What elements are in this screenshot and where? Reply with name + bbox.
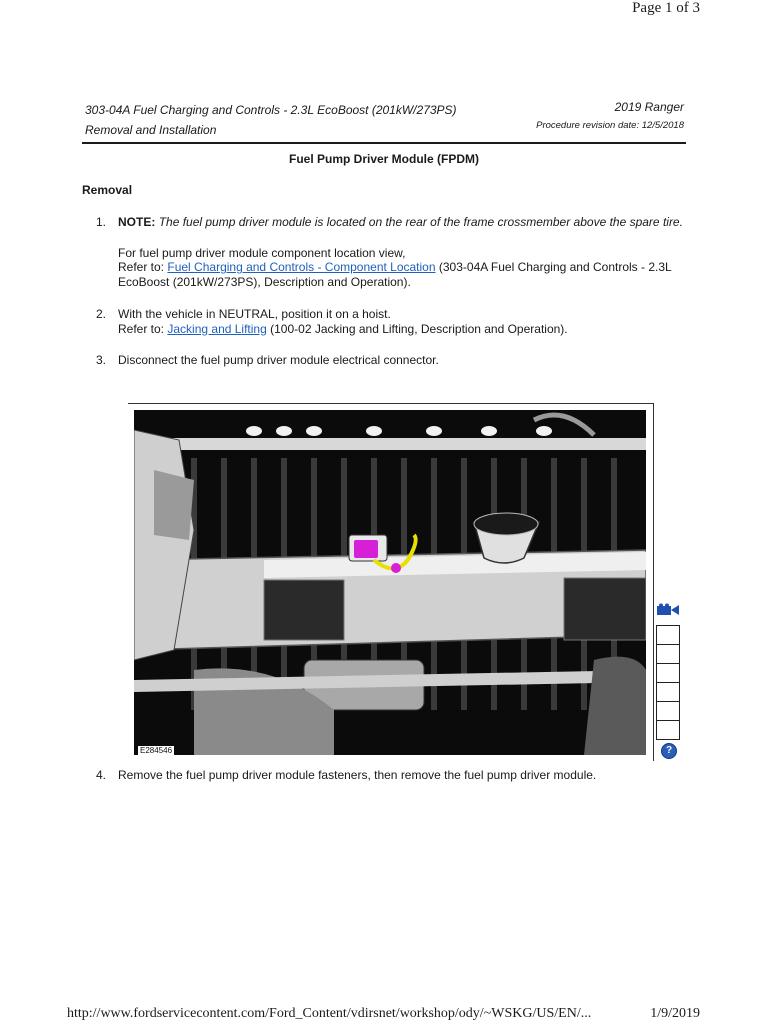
step-text: Disconnect the fuel pump driver module electrical connector. (118, 353, 439, 367)
note-text: The fuel pump driver module is located on the rear of the frame crossmember above the spare tire. (158, 215, 683, 229)
footer-date: 1/9/2019 (650, 1006, 700, 1021)
tool-slot-4[interactable] (656, 682, 680, 701)
illustration-toolbar (656, 603, 682, 759)
step-text: For fuel pump driver module component location view, (118, 245, 406, 260)
step-number: 4. (96, 768, 107, 782)
procedure-title: Fuel Pump Driver Module (FPDM) (288, 152, 479, 166)
section-title: 303-04A Fuel Charging and Controls - 2.3L EcoBoost (201kW/273PS) (85, 103, 457, 117)
page-number: Page 1 of 3 (632, 0, 700, 16)
step-number: 1. (96, 215, 107, 229)
document-header (85, 100, 457, 140)
note-label: NOTE: (118, 215, 156, 229)
tool-slot-6[interactable] (656, 720, 680, 740)
step-2 (96, 307, 696, 336)
component-location-link[interactable]: Fuel Charging and Controls - Component Location (167, 260, 436, 274)
step-number: 2. (96, 307, 107, 321)
revision-date: Procedure revision date: 12/5/2018 (536, 120, 684, 131)
section-heading: Removal (82, 183, 133, 197)
tool-slot-5[interactable] (656, 701, 680, 720)
step-text: Remove the fuel pump driver module fasteners, then remove the fuel pump driver module. (118, 768, 597, 782)
fpdm-illustration-art (134, 410, 646, 755)
step-3 (96, 353, 696, 368)
refer-detail: (303-04A Fuel Charging and Controls - 2.3L EcoBoost (201kW/273PS), Description and Operation). (118, 260, 672, 289)
tool-slot-3[interactable] (656, 663, 680, 682)
refer-detail: (100-02 Jacking and Lifting, Description and Operation). (270, 321, 568, 336)
video-camera-icon[interactable] (656, 603, 680, 617)
vehicle-model: 2019 Ranger (614, 100, 684, 114)
step-text: With the vehicle in NEUTRAL, position it on a hoist. (118, 307, 391, 321)
step-4 (96, 768, 696, 783)
tool-slot-2[interactable] (656, 644, 680, 663)
header-divider (82, 142, 686, 144)
footer-url: http://www.fordservicecontent.com/Ford_Content/vdirsnet/workshop/ody/~WSKG/US/EN/... (67, 1006, 592, 1021)
jacking-lifting-link[interactable]: Jacking and Lifting (167, 321, 267, 336)
refer-label: Refer to: (118, 321, 165, 336)
procedure-subtitle: Removal and Installation (85, 123, 217, 137)
refer-label: Refer to: (118, 260, 165, 274)
step-number: 3. (96, 353, 107, 367)
procedure-illustration (128, 403, 654, 761)
figure-id: E284546 (140, 746, 173, 755)
help-icon[interactable]: ? (661, 743, 677, 759)
step-1 (96, 215, 696, 289)
tool-slot-1[interactable] (656, 625, 680, 644)
